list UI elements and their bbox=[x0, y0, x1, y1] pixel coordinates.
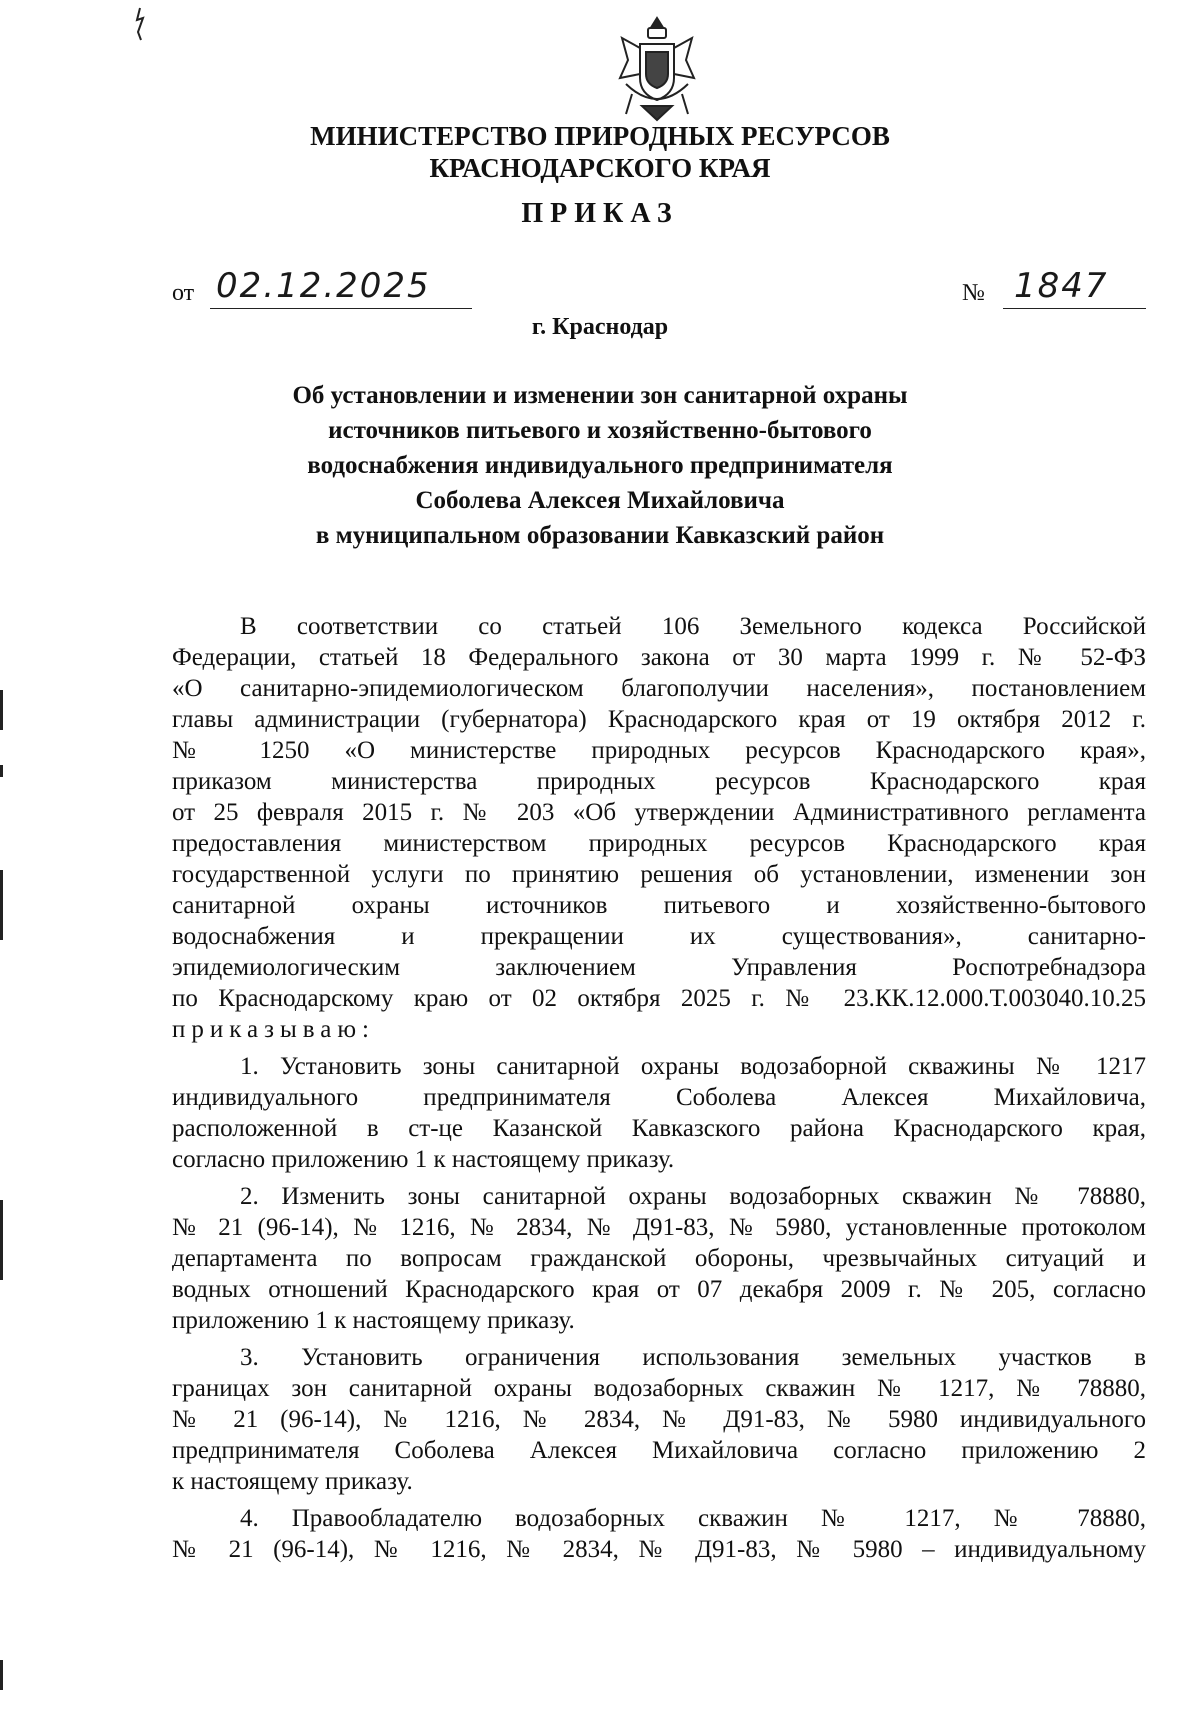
scan-margin-mark bbox=[0, 1660, 3, 1690]
ministry-name-line1: МИНИСТЕРСТВО ПРИРОДНЫХ РЕСУРСОВ bbox=[310, 121, 890, 151]
scan-margin-mark bbox=[0, 870, 3, 940]
item-2-line: 2. Изменить зоны санитарной охраны водозаборных скважин № 78880, bbox=[240, 1183, 1146, 1210]
number-underline bbox=[1003, 308, 1146, 309]
number-value: 1847 bbox=[1014, 266, 1109, 306]
body-line: главы администрации (губернатора) Краснодарского края от 19 октября 2012 г. bbox=[172, 706, 1146, 733]
body-line: предоставления министерством природных ресурсов Краснодарского края bbox=[172, 830, 1146, 857]
item-3-line: 3. Установить ограничения использования земельных участков в bbox=[240, 1344, 1146, 1371]
item-3-line: предпринимателя Соболева Алексея Михайловича согласно приложению 2 bbox=[172, 1437, 1146, 1464]
body-line: государственной услуги по принятию решения об установлении, изменении зон bbox=[172, 861, 1146, 888]
item-3-line: № 21 (96-14), № 1216, № 2834, № Д91-83, № 5980 индивидуального bbox=[172, 1406, 1146, 1433]
item-2-line: водных отношений Краснодарского края от 07 декабря 2009 г. № 205, согласно bbox=[172, 1276, 1146, 1303]
item-4-line: № 21 (96-14), № 1216, № 2834, № Д91-83, № 5980 – индивидуальному bbox=[172, 1536, 1146, 1563]
item-3-line: границах зон санитарной охраны водозаборных скважин № 1217, № 78880, bbox=[172, 1375, 1146, 1402]
body-line: санитарной охраны источников питьевого и хозяйственно-бытового bbox=[172, 892, 1146, 919]
title-line: Соболева Алексея Михайловича bbox=[415, 487, 785, 514]
date-label: от bbox=[172, 280, 195, 306]
title-line: Об установлении и изменении зон санитарной охраны bbox=[292, 382, 908, 409]
scan-margin-mark bbox=[0, 690, 3, 730]
body-line: водоснабжения и прекращении их существования», санитарно- bbox=[172, 923, 1146, 950]
item-3-line: к настоящему приказу. bbox=[172, 1468, 413, 1495]
item-2-line: приложению 1 к настоящему приказу. bbox=[172, 1307, 575, 1334]
title-line: в муниципальном образовании Кавказский район bbox=[315, 522, 885, 549]
body-line: № 1250 «О министерстве природных ресурсов Краснодарского края», bbox=[172, 737, 1146, 764]
body-line: приказом министерства природных ресурсов Краснодарского края bbox=[172, 768, 1146, 795]
scan-margin-mark bbox=[0, 765, 3, 777]
item-2-line: департамента по вопросам гражданской обороны, чрезвычайных ситуаций и bbox=[172, 1245, 1146, 1272]
title-line: источников питьевого и хозяйственно-бытового bbox=[328, 417, 872, 444]
ministry-name-line2: КРАСНОДАРСКОГО КРАЯ bbox=[429, 153, 771, 183]
item-1-line: расположенной в ст-це Казанской Кавказского района Краснодарского края, bbox=[172, 1115, 1146, 1142]
body-line: эпидемиологическим заключением Управления Роспотребнадзора bbox=[172, 954, 1146, 981]
item-4-line: 4. Правообладателю водозаборных скважин № 1217, № 78880, bbox=[240, 1505, 1146, 1532]
body-line: от 25 февраля 2015 г. № 203 «Об утверждении Административного регламента bbox=[172, 799, 1146, 826]
item-1-line: индивидуального предпринимателя Соболева Алексея Михайловича, bbox=[172, 1084, 1146, 1111]
coat-of-arms-emblem bbox=[612, 14, 702, 124]
city: г. Краснодар bbox=[531, 314, 669, 340]
item-1-line: 1. Установить зоны санитарной охраны водозаборной скважины № 1217 bbox=[240, 1053, 1146, 1080]
number-label: № bbox=[962, 280, 985, 306]
scan-margin-mark bbox=[0, 1200, 3, 1280]
document-type: ПРИКАЗ bbox=[521, 198, 679, 229]
body-line: по Краснодарскому краю от 02 октября 2025 г. № 23.КК.12.000.Т.003040.10.25 bbox=[172, 985, 1146, 1012]
title-line: водоснабжения индивидуального предпринимателя bbox=[307, 452, 893, 479]
body-line: «О санитарно-эпидемиологическом благополучии населения», постановлением bbox=[172, 675, 1146, 702]
body-line: Федерации, статьей 18 Федерального закона от 30 марта 1999 г. № 52-ФЗ bbox=[172, 644, 1146, 671]
date-underline bbox=[210, 308, 472, 309]
item-1-line: согласно приложению 1 к настоящему приказу. bbox=[172, 1146, 675, 1173]
handwritten-mark-icon bbox=[128, 6, 152, 42]
item-2-line: № 21 (96-14), № 1216, № 2834, № Д91-83, № 5980, установленные протоколом bbox=[172, 1214, 1146, 1241]
body-line-prikazyvayu: приказываю: bbox=[172, 1016, 375, 1043]
body-line: В соответствии со статьей 106 Земельного кодекса Российской bbox=[240, 613, 1146, 640]
date-value: 02.12.2025 bbox=[216, 266, 431, 306]
